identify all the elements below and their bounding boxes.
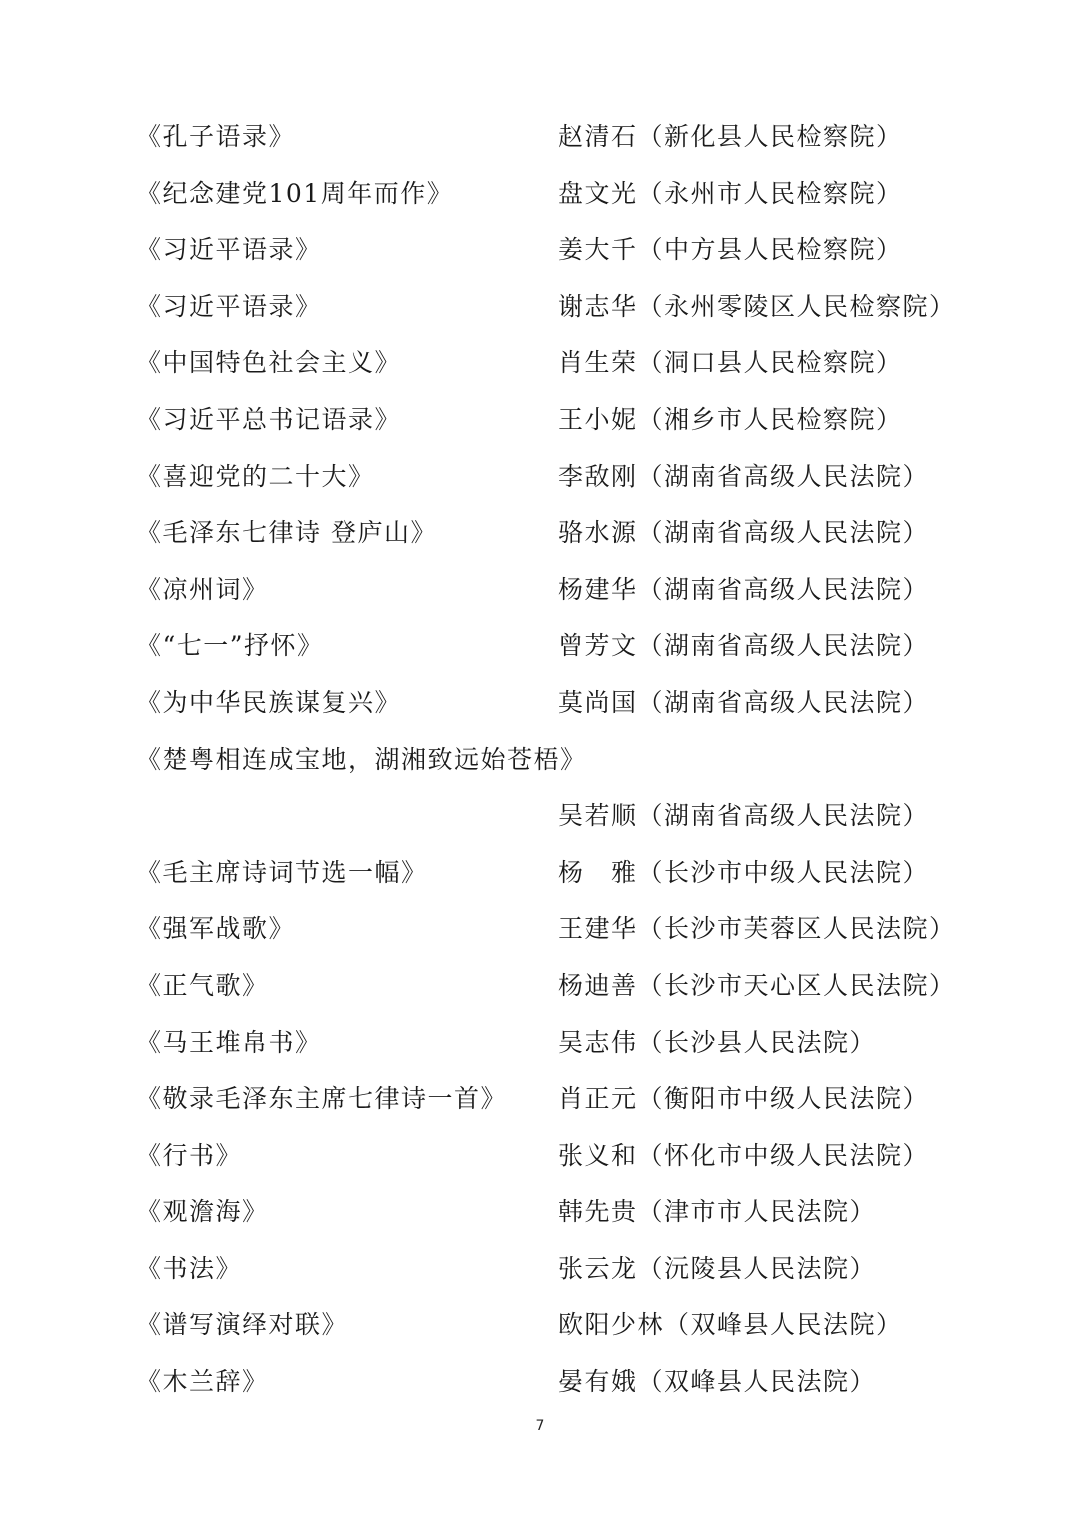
entry-row <box>136 1015 956 1072</box>
entry-row <box>136 166 956 223</box>
entry-title: 《楚粤相连成宝地，湖湘致远始苍梧》 <box>136 744 587 774</box>
entry-title: 《孔子语录》 <box>136 122 296 151</box>
entry-title: 《纪念建党101周年而作》 <box>136 178 454 208</box>
entry-author: 杨建华（湖南省高级人民法院） <box>558 574 930 604</box>
entry-row <box>136 675 956 732</box>
entry-title: 《中国特色社会主义》 <box>136 348 402 378</box>
entry-row <box>136 788 956 845</box>
entry-row <box>136 1241 956 1298</box>
entry-title: 《观澹海》 <box>136 1197 269 1227</box>
entry-row <box>136 1128 956 1185</box>
entry-row <box>136 1071 956 1128</box>
entry-title: 《强军战歌》 <box>136 914 296 944</box>
entry-author: 肖正元（衡阳市中级人民法院） <box>558 1084 930 1114</box>
entry-title: 《毛泽东七律诗 登庐山》 <box>136 518 437 548</box>
entry-title: 《正气歌》 <box>136 970 269 1000</box>
entry-title: 《为中华民族谋复兴》 <box>136 687 402 717</box>
entry-title: 《敬录毛泽东主席七律诗一首》 <box>136 1084 508 1114</box>
entry-row <box>136 109 956 166</box>
entry-row <box>136 901 956 958</box>
entry-title: 《马王堆帛书》 <box>136 1027 322 1057</box>
entry-row <box>136 562 956 619</box>
entry-row <box>136 1297 956 1354</box>
entry-author: 吴志伟（长沙县人民法院） <box>558 1027 877 1057</box>
entry-row <box>136 505 956 562</box>
entry-author: 张义和（怀化市中级人民法院） <box>558 1140 930 1170</box>
entry-author: 赵清石（新化县人民检察院） <box>558 122 903 151</box>
entry-list <box>136 109 956 1411</box>
entry-title: 《行书》 <box>136 1140 243 1170</box>
entry-author: 欧阳少林（双峰县人民法院） <box>558 1310 903 1340</box>
entry-author: 盘文光（永州市人民检察院） <box>558 178 903 208</box>
entry-author: 王建华（长沙市芙蓉区人民法院） <box>558 914 956 944</box>
entry-author: 吴若顺（湖南省高级人民法院） <box>558 801 930 831</box>
entry-row <box>136 618 956 675</box>
entry-title: 《凉州词》 <box>136 574 269 604</box>
entry-title: 《书法》 <box>136 1253 243 1283</box>
entry-author: 王小妮（湘乡市人民检察院） <box>558 404 903 434</box>
entry-row <box>136 335 956 392</box>
page-number: 7 <box>535 1418 545 1434</box>
entry-row <box>136 279 956 336</box>
entry-title: 《习近平语录》 <box>136 291 322 321</box>
entry-title: 《喜迎党的二十大》 <box>136 461 375 491</box>
entry-title: 《习近平总书记语录》 <box>136 404 402 434</box>
entry-author: 莫尚国（湖南省高级人民法院） <box>558 687 930 717</box>
entry-author: 韩先贵（津市市人民法院） <box>558 1197 877 1227</box>
entry-title: 《木兰辞》 <box>136 1367 269 1397</box>
entry-title: 《毛主席诗词节选一幅》 <box>136 857 428 887</box>
entry-row <box>136 392 956 449</box>
entry-author: 晏有娥（双峰县人民法院） <box>558 1367 877 1397</box>
entry-author: 曾芳文（湖南省高级人民法院） <box>558 631 930 661</box>
entry-author: 李敌刚（湖南省高级人民法院） <box>558 461 930 491</box>
entry-author: 姜大千（中方县人民检察院） <box>558 235 903 265</box>
entry-row <box>136 958 956 1015</box>
entry-row <box>136 222 956 279</box>
entry-author: 杨 雅（长沙市中级人民法院） <box>558 857 930 887</box>
entry-row <box>136 1184 956 1241</box>
entry-title: 《习近平语录》 <box>136 235 322 265</box>
entry-author: 杨迪善（长沙市天心区人民法院） <box>558 970 956 1000</box>
entry-author: 骆水源（湖南省高级人民法院） <box>558 518 930 548</box>
entry-row <box>136 1354 956 1411</box>
entry-row <box>136 845 956 902</box>
entry-author: 肖生荣（洞口县人民检察院） <box>558 348 903 378</box>
entry-author: 张云龙（沅陵县人民法院） <box>558 1253 877 1283</box>
entry-title: 《谱写演绎对联》 <box>136 1310 349 1340</box>
entry-row <box>136 449 956 506</box>
entry-author: 谢志华（永州零陵区人民检察院） <box>558 291 956 321</box>
entry-title: 《“七一”抒怀》 <box>136 631 324 661</box>
entry-row <box>136 732 956 789</box>
